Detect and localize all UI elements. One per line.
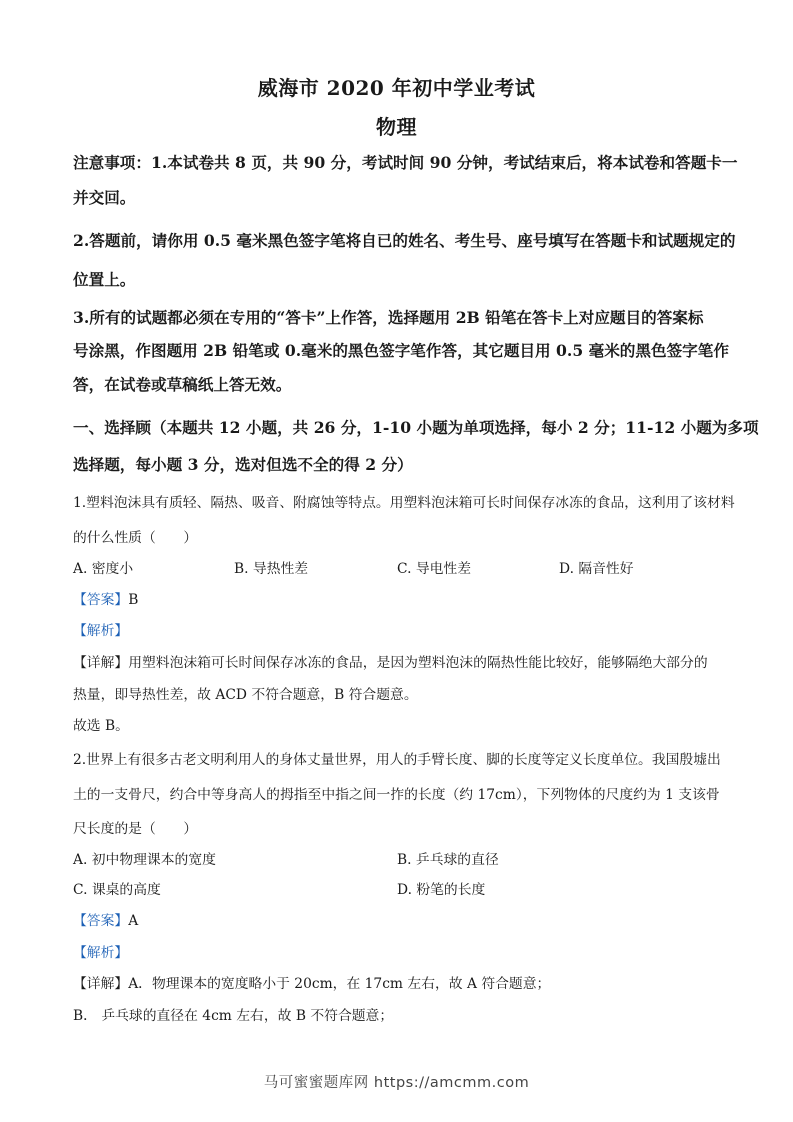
q2-answer <box>73 909 723 929</box>
notes-line-3: 2.答题前，请你用 0.5 毫米黑色签字笔将自已的姓名、考生号、座号填写在答题卡和试题规定的 <box>73 231 736 250</box>
detail-tag: 【详解】 <box>73 976 129 992</box>
q1-option-b: B. 导热性差 <box>234 561 309 577</box>
notes-line-2: 并交回。 <box>73 188 136 207</box>
answer-value: A <box>128 913 139 929</box>
notes-line-7: 答，在试卷或草稿纸上答无效。 <box>73 375 292 394</box>
notes-line-6: 号涂黑，作图题用 2B 铅笔或 0.毫米的黑色签字笔作答，其它题目用 0.5 毫米的黑色签字笔作 <box>73 341 729 360</box>
q1-conclusion: 故选 B。 <box>73 718 129 734</box>
q2-analysis-label <box>73 941 723 961</box>
answer-tag: 【答案】 <box>73 592 129 608</box>
q2-stem-line-2: 土的一支骨尺，约合中等身高人的拇指至中指之间一拃的长度（约 17cm），下列物体的尺度约为 1 支该骨 <box>73 787 720 803</box>
analysis-tag: 【解析】 <box>73 623 129 639</box>
q2-detail-line-1 <box>73 972 723 992</box>
q2-stem-line-3: 尺长度的是（ ） <box>73 821 198 837</box>
q1-detail-line-1 <box>73 651 723 671</box>
exam-title: 威海市 2020 年初中学业考试 <box>257 76 536 100</box>
q2-option-a: A. 初中物理课本的宽度 <box>73 852 216 868</box>
q1-option-d: D. 隔音性好 <box>559 561 634 577</box>
subject-title: 物理 <box>376 115 417 139</box>
q1-analysis-label <box>73 619 723 639</box>
detail-text: 用塑料泡沫箱可长时间保存冰冻的食品，是因为塑料泡沫的隔热性能比较好，能够隔绝大部分的 <box>128 655 708 671</box>
detail-tag: 【详解】 <box>73 655 129 671</box>
q1-detail-line-2: 热量，即导热性差，故 ACD 不符合题意，B 符合题意。 <box>73 687 418 703</box>
q1-option-c: C. 导电性差 <box>397 561 472 577</box>
notes-line-1: 注意事项：1.本试卷共 8 页，共 90 分，考试时间 90 分钟，考试结束后，将本试卷和答题卡一 <box>73 153 738 172</box>
detail-text: A．物理课本的宽度略小于 20cm，在 17cm 左右，故 A 符合题意； <box>128 976 551 992</box>
analysis-tag: 【解析】 <box>73 945 129 961</box>
page-footer: 马可蜜蜜题库网 https://amcmm.com <box>263 1075 530 1091</box>
q1-option-a: A. 密度小 <box>73 561 134 577</box>
q2-stem-line-1: 2.世界上有很多古老文明利用人的身体丈量世界，用人的手臂长度、脚的长度等定义长度单位。我国殷墟出 <box>73 752 721 768</box>
q2-detail-line-2: B． 乒乓球的直径在 4cm 左右，故 B 不符合题意； <box>73 1008 394 1024</box>
answer-tag: 【答案】 <box>73 913 129 929</box>
notes-line-5: 3.所有的试题都必须在专用的“答卡”上作答，选择题用 2B 铅笔在答卡上对应题目的答案标 <box>73 308 704 327</box>
q2-option-d: D. 粉笔的长度 <box>397 882 486 898</box>
q1-answer <box>73 588 723 608</box>
q1-stem-line-2: 的什么性质（ ） <box>73 530 198 546</box>
q2-option-c: C. 课桌的高度 <box>73 882 161 898</box>
section-heading-1: 一、选择顾（本题共 12 小题，共 26 分，1-10 小题为单项选择，每小 2 分；11-12 小题为多项 <box>73 418 759 437</box>
q1-stem-line-1: 1.塑料泡沫具有质轻、隔热、吸音、附腐蚀等特点。用塑料泡沫箱可长时间保存冰冻的食品，这利用了该材料 <box>73 495 735 511</box>
answer-value: B <box>128 592 139 608</box>
q2-option-b: B. 乒乓球的直径 <box>397 852 499 868</box>
notes-line-4: 位置上。 <box>73 270 136 289</box>
section-heading-2: 选择题，每小题 3 分，选对但选不全的得 2 分） <box>73 455 413 474</box>
